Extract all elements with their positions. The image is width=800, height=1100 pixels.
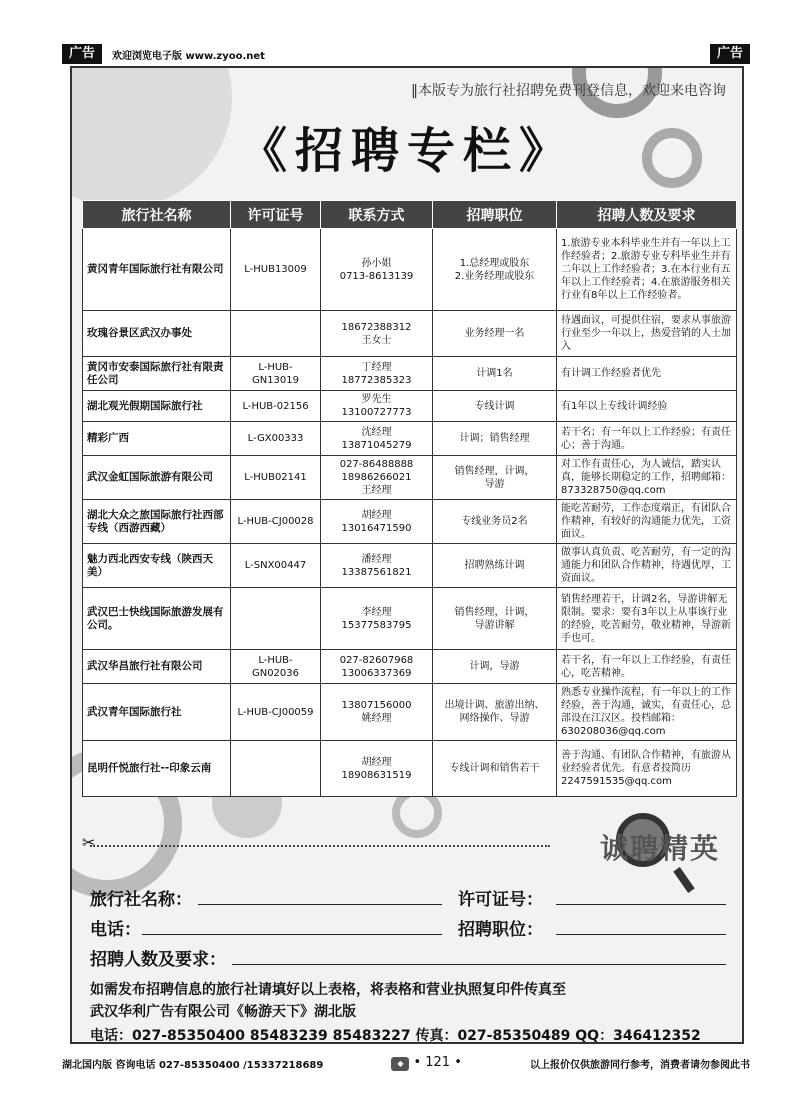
table-row: [83, 357, 737, 391]
contact-line: 沈经理: [361, 426, 392, 438]
license-cell: L-GX00333: [231, 422, 321, 456]
table-row: [83, 456, 737, 500]
requirements-label: 招聘人数及要求：: [90, 950, 226, 970]
contact-cell: [321, 588, 433, 650]
contact-line: 13807156000: [341, 700, 412, 711]
position-line: 计调1名: [476, 368, 513, 379]
contact-line: 13100727773: [341, 407, 412, 418]
page-number: [391, 1055, 461, 1071]
contact-cell: [321, 391, 433, 422]
table-row: [83, 311, 737, 357]
table-row: [83, 544, 737, 588]
position-line: 专线计调和销售若干: [449, 763, 540, 774]
contact-line: 13871045279: [341, 439, 412, 451]
welcome-text: 欢迎浏览电子版 www.zyoo.net: [112, 50, 265, 62]
slogan-text: 诚聘精英: [599, 832, 720, 865]
requirements-cell: 对工作有责任心，为人诚信，踏实认真，能够长期稳定的工作，招聘邮箱：873328750@qq.com: [557, 456, 737, 500]
contact-cell: [321, 544, 433, 588]
header-cell: 招聘职位: [433, 201, 557, 229]
recruitment-table: [82, 200, 737, 797]
position-cell: [433, 229, 557, 311]
position-cell: [433, 500, 557, 544]
position-line: 销售经理，计调，: [454, 465, 535, 477]
contact-line: 王经理: [361, 485, 392, 496]
agency-name-field[interactable]: [198, 887, 442, 905]
contact-line: 孙小姐: [361, 257, 392, 269]
contact-line: 罗先生: [361, 394, 392, 405]
contact-cell: [321, 229, 433, 311]
license-cell: [231, 311, 321, 357]
table-row: [83, 500, 737, 544]
position-line: 导游: [484, 478, 505, 490]
position-line: 专线计调: [474, 400, 515, 412]
agency-name-cell: 武汉巴士快线国际旅游发展有公司。: [83, 588, 231, 650]
agency-name-cell: 魅力西北西安专线（陕西天美）: [83, 544, 231, 588]
agency-name-label: 旅行社名称：: [90, 890, 192, 910]
position-line: 出境计调、旅游出纳、: [444, 700, 545, 711]
position-cell: [433, 741, 557, 797]
contact-cell: [321, 741, 433, 797]
phone-field[interactable]: [142, 917, 442, 935]
license-cell: L-HUB-CJ00028: [231, 500, 321, 544]
table-row: [83, 588, 737, 650]
license-field[interactable]: [556, 887, 726, 905]
position-line: 1.总经理或股东: [459, 257, 530, 269]
requirements-cell: 销售经理若干，计调2名，导游讲解无限制。要求：要有3年以上从事该行业的经验，吃苦耐劳，敬业精神，导游新手也可。: [557, 588, 737, 650]
contact-line: 18908631519: [341, 769, 412, 781]
contact-cell: [321, 684, 433, 741]
position-line: 网络操作、导游: [459, 713, 530, 724]
contact-line: 李经理: [361, 606, 392, 618]
header-cell: 联系方式: [321, 201, 433, 229]
contact-line: 18672388312: [341, 321, 412, 333]
position-line: 计调；销售经理: [459, 433, 530, 444]
contact-line: 13006337369: [341, 667, 412, 679]
position-line: 2.业务经理或股东: [454, 270, 535, 282]
header-cell: 许可证号: [231, 201, 321, 229]
position-line: 招聘熟练计调: [464, 560, 525, 571]
requirements-cell: 善于沟通、有团队合作精神，有旅游从业经验者优先。有意者投简历2247591535@qq.com: [557, 741, 737, 797]
recruitment-panel: [70, 66, 744, 1044]
company-name: 武汉华利广告有限公司《畅游天下》湖北版: [90, 1004, 356, 1020]
position-line: 计调，导游: [469, 661, 520, 672]
contact-cell: [321, 456, 433, 500]
license-cell: [231, 588, 321, 650]
position-cell: [433, 684, 557, 741]
requirements-cell: 做事认真负责、吃苦耐劳，有一定的沟通能力和团队合作精神，待遇优厚，工资面议。: [557, 544, 737, 588]
agency-name-cell: 湖北大众之旅国际旅行社西部专线（西游西藏）: [83, 500, 231, 544]
contact-line: 胡经理: [361, 509, 392, 521]
contact-cell: [321, 357, 433, 391]
logo-icon: ◆: [391, 1057, 409, 1071]
position-cell: [433, 544, 557, 588]
banner-title: 《招聘专栏》: [238, 123, 575, 179]
contact-line: 13387561821: [341, 566, 412, 578]
contact-line: 姚经理: [361, 713, 392, 724]
contact-line: 13016471590: [341, 522, 412, 534]
notice-text: ‖本版专为旅行社招聘免费刊登信息，欢迎来电咨询: [411, 83, 726, 99]
scissors-icon: ✂: [82, 833, 96, 852]
agency-name-cell: 武汉青年国际旅行社: [83, 684, 231, 741]
agency-name-cell: 黄冈市安泰国际旅行社有限责任公司: [83, 357, 231, 391]
contact-cell: [321, 311, 433, 357]
header-cell: 招聘人数及要求: [557, 201, 737, 229]
license-cell: L-SNX00447: [231, 544, 321, 588]
contact-line: 丁经理: [361, 361, 392, 373]
license-cell: L-HUB-GN13019: [231, 357, 321, 391]
agency-name-cell: 精彩广西: [83, 422, 231, 456]
position-label: 招聘职位：: [458, 920, 543, 940]
contact-line: 15377583795: [341, 619, 412, 631]
agency-name-cell: 武汉金虹国际旅游有限公司: [83, 456, 231, 500]
table-row: [83, 650, 737, 684]
requirements-cell: 有计调工作经验者优先: [557, 357, 737, 391]
contact-line: 电话：027-85350400 85483239 85483227 传真：027-85350489 QQ：346412352: [90, 1028, 701, 1044]
contact-cell: [321, 650, 433, 684]
page-number-text: • 121 •: [413, 1055, 462, 1070]
bottom-bar: [62, 1052, 750, 1074]
position-cell: [433, 391, 557, 422]
contact-cell: [321, 422, 433, 456]
table-row: [83, 684, 737, 741]
agency-name-cell: 武汉华昌旅行社有限公司: [83, 650, 231, 684]
table-row: [83, 229, 737, 311]
position-cell: [433, 311, 557, 357]
contact-line: 王女士: [361, 334, 392, 346]
license-cell: [231, 741, 321, 797]
requirements-field[interactable]: [232, 947, 726, 965]
table-row: [83, 741, 737, 797]
requirements-cell: 若干名，有一年以上工作经验，有责任心，吃苦精神。: [557, 650, 737, 684]
license-cell: L-HUB13009: [231, 229, 321, 311]
table-header-row: [83, 201, 737, 229]
position-cell: [433, 422, 557, 456]
position-cell: [433, 456, 557, 500]
table-row: [83, 422, 737, 456]
header-cell: 旅行社名称: [83, 201, 231, 229]
top-strip: [62, 44, 750, 64]
ad-tag-right: 广告: [710, 44, 750, 64]
agency-name-cell: 黄冈青年国际旅行社有限公司: [83, 229, 231, 311]
contact-line: 18986266021: [341, 472, 412, 483]
requirements-cell: 熟悉专业操作流程，有一年以上的工作经验，善于沟通，诚实，有责任心，总部设在江汉区。投档邮箱：630208036@qq.com: [557, 684, 737, 741]
ad-tag-left: 广告: [62, 44, 102, 64]
agency-name-cell: 昆明仟悦旅行社--印象云南: [83, 741, 231, 797]
license-cell: L-HUB-02156: [231, 391, 321, 422]
submission-note: 如需发布招聘信息的旅行社请填好以上表格，将表格和营业执照复印件传真至: [90, 982, 566, 998]
license-cell: L-HUB-CJ00059: [231, 684, 321, 741]
contact-line: 027-86488888: [339, 459, 414, 470]
requirements-cell: 若干名；有一年以上工作经验；有责任心；善于沟通。: [557, 422, 737, 456]
agency-name-cell: 湖北观光假期国际旅行社: [83, 391, 231, 422]
requirements-cell: 待遇面议，可提供住宿，要求从事旅游行业至少一年以上，热爱营销的人士加入: [557, 311, 737, 357]
contact-line: 027-82607968: [339, 654, 414, 666]
position-cell: [433, 650, 557, 684]
contact-line: 潘经理: [361, 553, 392, 565]
contact-cell: [321, 500, 433, 544]
position-line: 销售经理，计调，: [454, 606, 535, 618]
contact-line: 胡经理: [361, 756, 392, 768]
recruitment-table-wrap: [82, 200, 736, 797]
bottom-left-text: 湖北国内版 咨询电话 027-85350400 /15337218689: [62, 1059, 324, 1071]
bottom-right-text: 以上报价仅供旅游同行参考，消费者请勿参阅此书: [530, 1059, 750, 1071]
requirements-cell: 1.旅游专业本科毕业生并有一年以上工作经验者；2.旅游专业专科毕业生并有二年以上工作经验者；3.在本行业有五年以上工作经验者；4.在旅游服务相关行业有8年以上工作经验者。: [557, 229, 737, 311]
requirements-cell: 有1年以上专线计调经验: [557, 391, 737, 422]
position-line: 专线业务员2名: [461, 516, 528, 527]
position-line: 业务经理一名: [464, 328, 525, 339]
contact-line: 0713-8613139: [339, 270, 414, 282]
license-cell: L-HUB-GN02036: [231, 650, 321, 684]
contact-line: 18772385323: [341, 374, 412, 386]
license-cell: L-HUB02141: [231, 456, 321, 500]
agency-name-cell: 玫瑰谷景区武汉办事处: [83, 311, 231, 357]
table-row: [83, 391, 737, 422]
requirements-cell: 能吃苦耐劳，工作态度端正，有团队合作精神，有较好的沟通能力优先，工资面议。: [557, 500, 737, 544]
position-cell: [433, 588, 557, 650]
cut-line: [90, 845, 550, 847]
phone-label: 电话：: [90, 920, 141, 940]
position-cell: [433, 357, 557, 391]
position-field[interactable]: [556, 917, 726, 935]
position-line: 导游讲解: [474, 619, 515, 631]
slogan-graphic: [560, 809, 730, 883]
license-label: 许可证号：: [458, 890, 543, 910]
